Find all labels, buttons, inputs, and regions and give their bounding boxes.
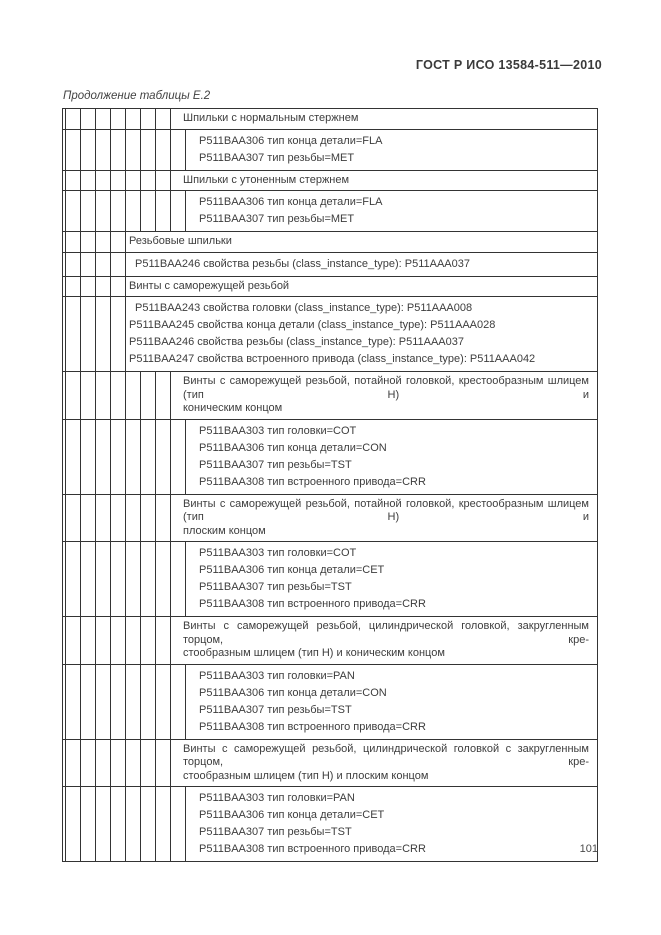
hierarchy-level-cell <box>111 787 126 861</box>
cell-text-line: P511BAA307 тип резьбы=TST <box>199 581 352 593</box>
hierarchy-level-cell <box>81 297 96 371</box>
cell-text-line: стообразным шлицем (тип Н) и плоским концом <box>183 769 429 782</box>
property-row <box>63 130 597 171</box>
cell-text-line: Винты с саморежущей резьбой <box>129 279 290 292</box>
hierarchy-level-cell <box>141 420 156 494</box>
hierarchy-level-cell <box>96 277 111 297</box>
cell-text-line: P511BAA243 свойства головки (class_instance_type): P511AAA008 <box>135 302 473 314</box>
cell-text-line: P511BAA303 тип головки=COT <box>199 547 357 559</box>
content-cell <box>186 787 597 861</box>
cell-text-line: P511BAA303 тип головки=PAN <box>199 669 355 682</box>
hierarchy-level-cell <box>126 372 141 419</box>
hierarchy-level-cell <box>141 665 156 739</box>
hierarchy-level-cell <box>96 253 111 276</box>
hierarchy-level-cell <box>156 171 171 191</box>
content-cell <box>171 372 597 419</box>
hierarchy-level-cell <box>111 495 126 542</box>
cell-text-line: P511BAA246 свойства резьбы (class_instance_type): P511AAA037 <box>129 336 464 348</box>
content-cell <box>126 277 597 297</box>
hierarchy-level-cell <box>126 130 141 170</box>
property-row <box>63 542 597 617</box>
cell-text-line: Винты с саморежущей резьбой, цилиндрической головкой, закругленным торцом, кре- <box>183 620 589 646</box>
cell-text-line: P511BAA307 тип резьбы=TST <box>199 458 352 471</box>
hierarchy-level-cell <box>171 787 186 861</box>
hierarchy-level-cell <box>96 787 111 861</box>
content-cell <box>126 297 597 371</box>
hierarchy-level-cell <box>141 171 156 191</box>
content-cell <box>186 542 597 616</box>
class-header-row <box>63 740 597 788</box>
hierarchy-level-cell <box>81 617 96 664</box>
hierarchy-level-cell <box>126 171 141 191</box>
hierarchy-level-cell <box>66 191 81 231</box>
hierarchy-level-cell <box>96 617 111 664</box>
content-cell <box>171 171 597 191</box>
content-cell <box>186 665 597 739</box>
property-row <box>63 253 597 277</box>
hierarchy-level-cell <box>111 191 126 231</box>
hierarchy-level-cell <box>96 420 111 494</box>
cell-text-line: P511BAA306 тип конца детали=FLA <box>199 196 383 208</box>
content-cell <box>126 253 597 276</box>
cell-text-line: P511BAA245 свойства конца детали (class_instance_type): P511AAA028 <box>129 319 496 331</box>
hierarchy-level-cell <box>156 372 171 419</box>
hierarchy-level-cell <box>111 372 126 419</box>
hierarchy-level-cell <box>111 130 126 170</box>
hierarchy-level-cell <box>96 171 111 191</box>
cell-text-line: P511BAA307 тип резьбы=TST <box>199 826 352 838</box>
hierarchy-level-cell <box>81 420 96 494</box>
hierarchy-level-cell <box>141 740 156 787</box>
property-row <box>63 787 597 861</box>
hierarchy-level-cell <box>141 130 156 170</box>
hierarchy-level-cell <box>111 253 126 276</box>
hierarchy-level-cell <box>66 109 81 129</box>
hierarchy-level-cell <box>111 542 126 616</box>
hierarchy-level-cell <box>156 109 171 129</box>
cell-text-line: P511BAA303 тип головки=COT <box>199 424 357 437</box>
cell-text-line: Шпильки с нормальным стержнем <box>183 112 359 124</box>
hierarchy-level-cell <box>96 542 111 616</box>
hierarchy-level-cell <box>66 171 81 191</box>
property-row <box>63 665 597 740</box>
hierarchy-level-cell <box>156 420 171 494</box>
hierarchy-level-cell <box>66 372 81 419</box>
hierarchy-level-cell <box>141 372 156 419</box>
standard-header: ГОСТ Р ИСО 13584-511—2010 <box>415 58 602 72</box>
hierarchy-level-cell <box>81 542 96 616</box>
cell-text-line: P511BAA307 тип резьбы=МЕТ <box>199 151 355 164</box>
content-cell <box>186 420 597 494</box>
hierarchy-level-cell <box>96 740 111 787</box>
hierarchy-level-cell <box>81 372 96 419</box>
hierarchy-level-cell <box>96 191 111 231</box>
cell-text-line: P511BAA307 тип резьбы=МЕТ <box>199 213 355 225</box>
hierarchy-level-cell <box>111 171 126 191</box>
hierarchy-level-cell <box>66 297 81 371</box>
content-cell <box>171 740 597 787</box>
property-row <box>63 420 597 495</box>
class-header-row <box>63 372 597 420</box>
cell-text-line: P511BAA307 тип резьбы=TST <box>199 703 352 716</box>
hierarchy-level-cell <box>96 372 111 419</box>
cell-text-line: P511BAA308 тип встроенного привода=CRR <box>199 720 426 733</box>
hierarchy-level-cell <box>96 109 111 129</box>
hierarchy-level-cell <box>81 787 96 861</box>
class-header-row <box>63 495 597 543</box>
cell-text-line: P511BAA306 тип конца детали=CON <box>199 441 387 454</box>
hierarchy-level-cell <box>81 232 96 252</box>
hierarchy-level-cell <box>66 277 81 297</box>
hierarchy-level-cell <box>126 420 141 494</box>
hierarchy-level-cell <box>66 253 81 276</box>
page-number: 101 <box>579 843 598 855</box>
hierarchy-level-cell <box>96 495 111 542</box>
hierarchy-level-cell <box>66 542 81 616</box>
hierarchy-level-cell <box>126 787 141 861</box>
class-header-row <box>63 171 597 192</box>
hierarchy-level-cell <box>111 232 126 252</box>
class-header-row <box>63 232 597 253</box>
hierarchy-level-cell <box>126 665 141 739</box>
content-cell <box>186 191 597 231</box>
hierarchy-level-cell <box>66 787 81 861</box>
property-row <box>63 297 597 372</box>
hierarchy-level-cell <box>96 130 111 170</box>
hierarchy-level-cell <box>126 617 141 664</box>
hierarchy-level-cell <box>141 617 156 664</box>
cell-text-line: Резьбовые шпильки <box>129 235 232 247</box>
hierarchy-level-cell <box>141 495 156 542</box>
hierarchy-level-cell <box>66 740 81 787</box>
hierarchy-level-cell <box>96 297 111 371</box>
cell-text-line: P511BAA308 тип встроенного привода=CRR <box>199 475 426 488</box>
cell-text-line: Шпильки с утоненным стержнем <box>183 173 350 186</box>
hierarchy-level-cell <box>111 109 126 129</box>
content-cell <box>171 495 597 542</box>
hierarchy-level-cell <box>141 787 156 861</box>
hierarchy-level-cell <box>171 542 186 616</box>
hierarchy-level-cell <box>156 542 171 616</box>
cell-text-line: Винты с саморежущей резьбой, потайной головкой, крестообразным шлицем (тип Н) и <box>183 375 589 401</box>
hierarchy-level-cell <box>111 297 126 371</box>
hierarchy-level-cell <box>126 109 141 129</box>
cell-text-line: P511BAA306 тип конца детали=FLA <box>199 134 383 147</box>
cell-text-line: плоским концом <box>183 524 266 537</box>
cell-text-line: стообразным шлицем (тип Н) и коническим концом <box>183 647 445 659</box>
cell-text-line: P511BAA303 тип головки=PAN <box>199 792 355 804</box>
hierarchy-level-cell <box>66 232 81 252</box>
hierarchy-level-cell <box>111 665 126 739</box>
content-cell <box>171 109 597 129</box>
hierarchy-level-cell <box>156 787 171 861</box>
hierarchy-level-cell <box>156 495 171 542</box>
table-continuation-caption: Продолжение таблицы Е.2 <box>63 90 211 102</box>
cell-text-line: P511BAA308 тип встроенного привода=CRR <box>199 598 426 610</box>
hierarchy-level-cell <box>81 109 96 129</box>
hierarchy-level-cell <box>171 191 186 231</box>
hierarchy-level-cell <box>81 495 96 542</box>
class-header-row <box>63 277 597 298</box>
cell-text-line: P511BAA308 тип встроенного привода=CRR <box>199 843 426 855</box>
cell-text-line: коническим концом <box>183 402 283 414</box>
hierarchy-level-cell <box>156 740 171 787</box>
hierarchy-level-cell <box>81 171 96 191</box>
property-row <box>63 191 597 232</box>
hierarchy-level-cell <box>96 232 111 252</box>
hierarchy-level-cell <box>81 130 96 170</box>
hierarchy-level-cell <box>156 665 171 739</box>
hierarchy-level-cell <box>81 277 96 297</box>
hierarchy-level-cell <box>81 740 96 787</box>
hierarchy-level-cell <box>156 130 171 170</box>
hierarchy-level-cell <box>66 130 81 170</box>
class-header-row <box>63 109 597 130</box>
hierarchy-level-cell <box>66 665 81 739</box>
hierarchy-level-cell <box>126 191 141 231</box>
hierarchy-level-cell <box>156 617 171 664</box>
hierarchy-level-cell <box>171 665 186 739</box>
hierarchy-level-cell <box>171 130 186 170</box>
hierarchy-level-cell <box>81 253 96 276</box>
cell-text-line: Винты с саморежущей резьбой, потайной головкой, крестообразным шлицем (тип Н) и <box>183 497 589 523</box>
hierarchy-level-cell <box>141 542 156 616</box>
content-cell <box>186 130 597 170</box>
class-header-row <box>63 617 597 665</box>
hierarchy-level-cell <box>156 191 171 231</box>
cell-text-line: P511BAA247 свойства встроенного привода (class_instance_type): P511AAA042 <box>129 353 536 365</box>
hierarchy-level-cell <box>111 617 126 664</box>
cell-text-line: Винты с саморежущей резьбой, цилиндрической головкой с закругленным торцом, кре- <box>183 742 589 768</box>
hierarchy-level-cell <box>81 191 96 231</box>
hierarchy-level-cell <box>111 420 126 494</box>
hierarchy-level-cell <box>171 420 186 494</box>
hierarchy-level-cell <box>126 740 141 787</box>
hierarchy-level-cell <box>66 617 81 664</box>
hierarchy-level-cell <box>141 109 156 129</box>
hierarchy-level-cell <box>126 542 141 616</box>
hierarchy-level-cell <box>126 495 141 542</box>
hierarchy-level-cell <box>66 420 81 494</box>
hierarchy-level-cell <box>81 665 96 739</box>
hierarchy-level-cell <box>96 665 111 739</box>
hierarchy-level-cell <box>141 191 156 231</box>
hierarchy-level-cell <box>111 740 126 787</box>
content-cell <box>126 232 597 252</box>
cell-text-line: P511BAA246 свойства резьбы (class_instance_type): P511AAA037 <box>135 257 470 270</box>
content-cell <box>171 617 597 664</box>
cell-text-line: P511BAA306 тип конца детали=CON <box>199 686 387 699</box>
continuation-table <box>62 108 598 862</box>
hierarchy-level-cell <box>66 495 81 542</box>
cell-text-line: P511BAA306 тип конца детали=CET <box>199 809 385 821</box>
cell-text-line: P511BAA306 тип конца детали=CET <box>199 564 385 576</box>
hierarchy-level-cell <box>111 277 126 297</box>
